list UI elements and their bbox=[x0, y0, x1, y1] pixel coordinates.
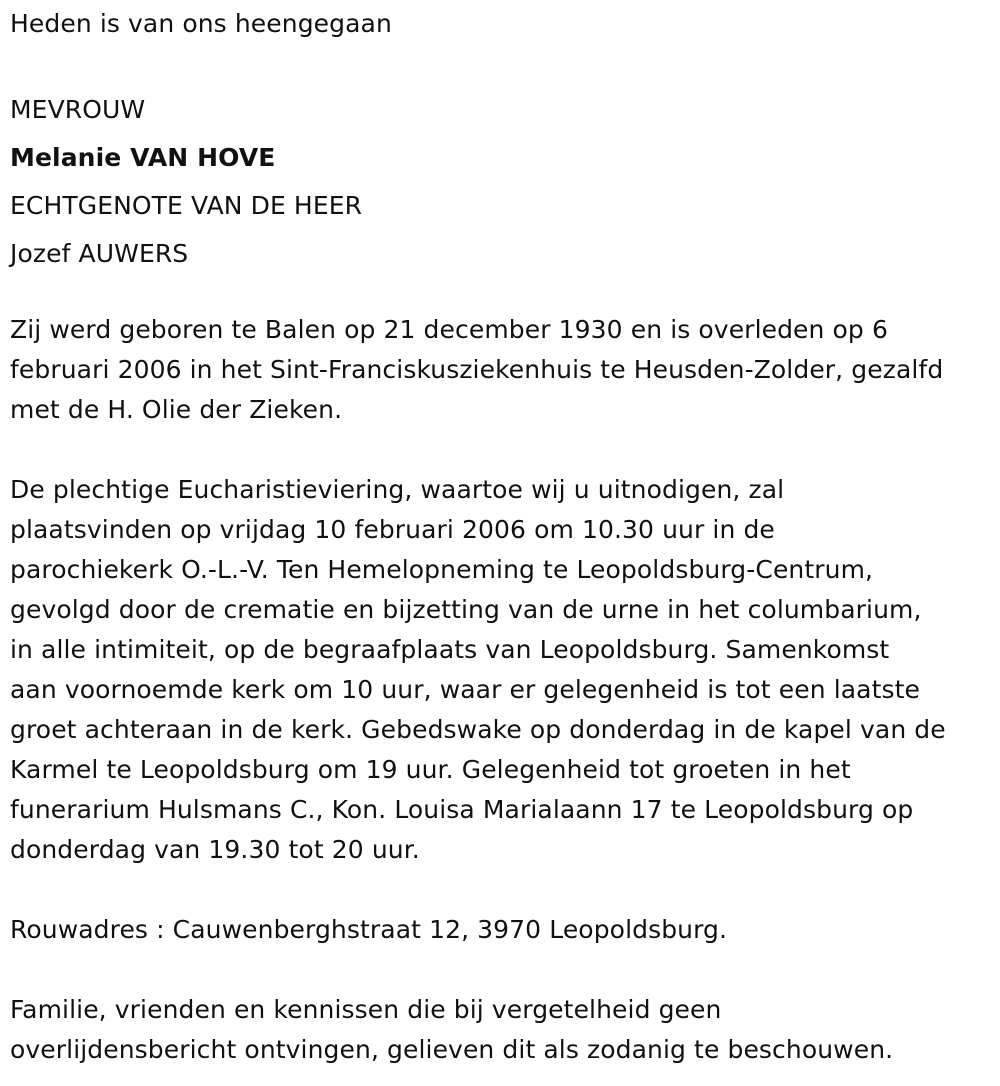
mourning-address: Rouwadres : Cauwenberghstraat 12, 3970 Leopoldsburg. bbox=[10, 915, 728, 944]
paragraph-line: groet achteraan in de kerk. Gebedswake op donderdag in de kapel van de bbox=[10, 715, 946, 744]
intro-line: Heden is van ons heengegaan bbox=[10, 9, 392, 38]
spacer bbox=[10, 870, 995, 910]
paragraph-line: met de H. Olie der Zieken. bbox=[10, 395, 343, 424]
deceased-name: Melanie VAN HOVE bbox=[10, 143, 276, 172]
paragraph-line: donderdag van 19.30 tot 20 uur. bbox=[10, 835, 420, 864]
spacer bbox=[10, 430, 995, 470]
obituary-document bbox=[10, 0, 995, 1070]
spacer bbox=[10, 48, 995, 86]
paragraph-line: Karmel te Leopoldsburg om 19 uur. Gelegenheid tot groeten in het bbox=[10, 755, 851, 784]
paragraph-line: in alle intimiteit, op de begraafplaats van Leopoldsburg. Samenkomst bbox=[10, 635, 890, 664]
spouse-name: Jozef AUWERS bbox=[10, 239, 189, 268]
paragraph-line: funerarium Hulsmans C., Kon. Louisa Marialaann 17 te Leopoldsburg op bbox=[10, 795, 914, 824]
paragraph-line: gevolgd door de crematie en bijzetting van de urne in het columbarium, bbox=[10, 595, 922, 624]
paragraph-line: Familie, vrienden en kennissen die bij vergetelheid geen bbox=[10, 995, 722, 1024]
birth-paragraph bbox=[10, 310, 995, 430]
spacer bbox=[10, 278, 995, 310]
paragraph-line: februari 2006 in het Sint-Franciskusziekenhuis te Heusden-Zolder, gezalfd bbox=[10, 355, 944, 384]
paragraph-line: De plechtige Eucharistieviering, waartoe wij u uitnodigen, zal bbox=[10, 475, 785, 504]
deceased-relation: ECHTGENOTE VAN DE HEER bbox=[10, 191, 363, 220]
paragraph-line: Zij werd geboren te Balen op 21 december 1930 en is overleden op 6 bbox=[10, 315, 888, 344]
ceremony-paragraph bbox=[10, 470, 995, 870]
deceased-title: MEVROUW bbox=[10, 95, 146, 124]
paragraph-line: overlijdensbericht ontvingen, gelieven dit als zodanig te beschouwen. bbox=[10, 1035, 894, 1064]
paragraph-line: plaatsvinden op vrijdag 10 februari 2006 om 10.30 uur in de bbox=[10, 515, 775, 544]
paragraph-line: parochiekerk O.-L.-V. Ten Hemelopneming te Leopoldsburg-Centrum, bbox=[10, 555, 874, 584]
paragraph-line: aan voornoemde kerk om 10 uur, waar er gelegenheid is tot een laatste bbox=[10, 675, 920, 704]
spacer bbox=[10, 950, 995, 990]
closing-paragraph bbox=[10, 990, 995, 1070]
